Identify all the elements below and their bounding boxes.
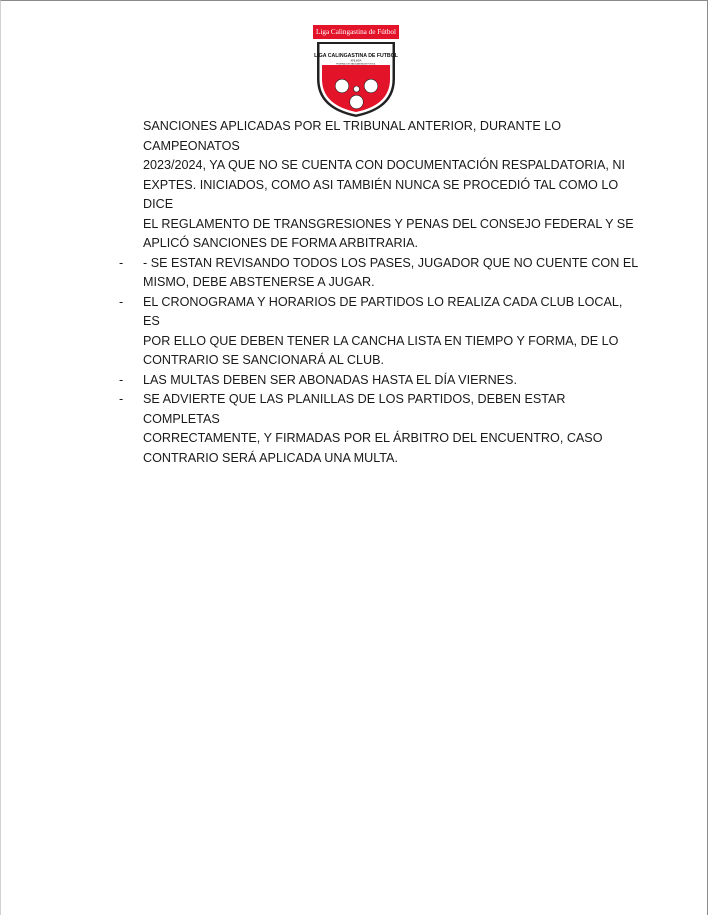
intro-line: SANCIONES APLICADAS POR EL TRIBUNAL ANTERIOR, DURANTE LO CAMPEONATOS (143, 119, 562, 153)
list-item-line: SE ADVIERTE QUE LAS PLANILLAS DE LOS PARTIDOS, DEBEN ESTAR COMPLETAS (143, 392, 566, 426)
bullet-dash: - (119, 294, 124, 309)
list-item-line: EL CRONOGRAMA Y HORARIOS DE PARTIDOS LO REALIZA CADA CLUB LOCAL, ES (143, 294, 623, 328)
bullet-dash: - (119, 372, 124, 387)
list-item-line: POR ELLO QUE DEBEN TENER LA CANCHA LISTA EN TIEMPO Y FORMA, DE LO (143, 333, 619, 348)
list-item-line: CONTRARIO SE SANCIONARÁ AL CLUB. (143, 353, 384, 367)
shield-title-text: LIGA CALINGASTINA DE FUTBOL (314, 53, 398, 59)
intro-paragraph (119, 117, 639, 254)
league-logo (313, 25, 399, 119)
intro-line: 2023/2024, YA QUE NO SE CUENTA CON DOCUMENTACIÓN RESPALDATORIA, NI (143, 158, 625, 172)
intro-line: EXPTES. INICIADOS, COMO ASI TAMBIÉN NUNCA SE PROCEDIÓ TAL COMO LO DICE (143, 177, 619, 211)
list-item-line: LAS MULTAS DEBEN SER ABONADAS HASTA EL DÍA VIERNES. (143, 372, 517, 387)
logo-banner: Liga Calingastina de Fútbol (313, 25, 399, 39)
shield-emblem (313, 25, 399, 119)
list-item-line: CONTRARIO SERÁ APLICADA UNA MULTA. (143, 450, 398, 465)
intro-line: APLICÓ SANCIONES DE FORMA ARBITRARIA. (143, 236, 419, 250)
bullet-list (119, 254, 639, 469)
list-item-line: - SE ESTAN REVISANDO TODOS LOS PASES, JUGADOR QUE NO CUENTE CON EL (143, 255, 639, 270)
list-item (119, 254, 639, 293)
document-body (119, 117, 639, 468)
shield-sub2-text: FEDERACION SANJUANINA DE FUTBOL (336, 63, 376, 66)
shield-letter-c: C (352, 97, 361, 110)
list-item-line: MISMO, DEBE ABSTENERSE A JUGAR. (143, 275, 375, 289)
bullet-dash: - (119, 392, 124, 406)
shield-letter-f: F (366, 81, 373, 94)
bullet-dash: - (119, 255, 124, 270)
list-item (119, 293, 639, 371)
list-item-line: CORRECTAMENTE, Y FIRMADAS POR EL ÁRBITRO DEL ENCUENTRO, CASO (143, 431, 603, 445)
list-item (119, 371, 639, 391)
intro-line: EL REGLAMENTO DE TRANSGRESIONES Y PENAS DEL CONSEJO FEDERAL Y SE (143, 216, 634, 231)
shield-letter-l: L (340, 81, 348, 94)
list-item (119, 390, 639, 468)
shield-sub1-text: AFILIADA (350, 59, 362, 63)
